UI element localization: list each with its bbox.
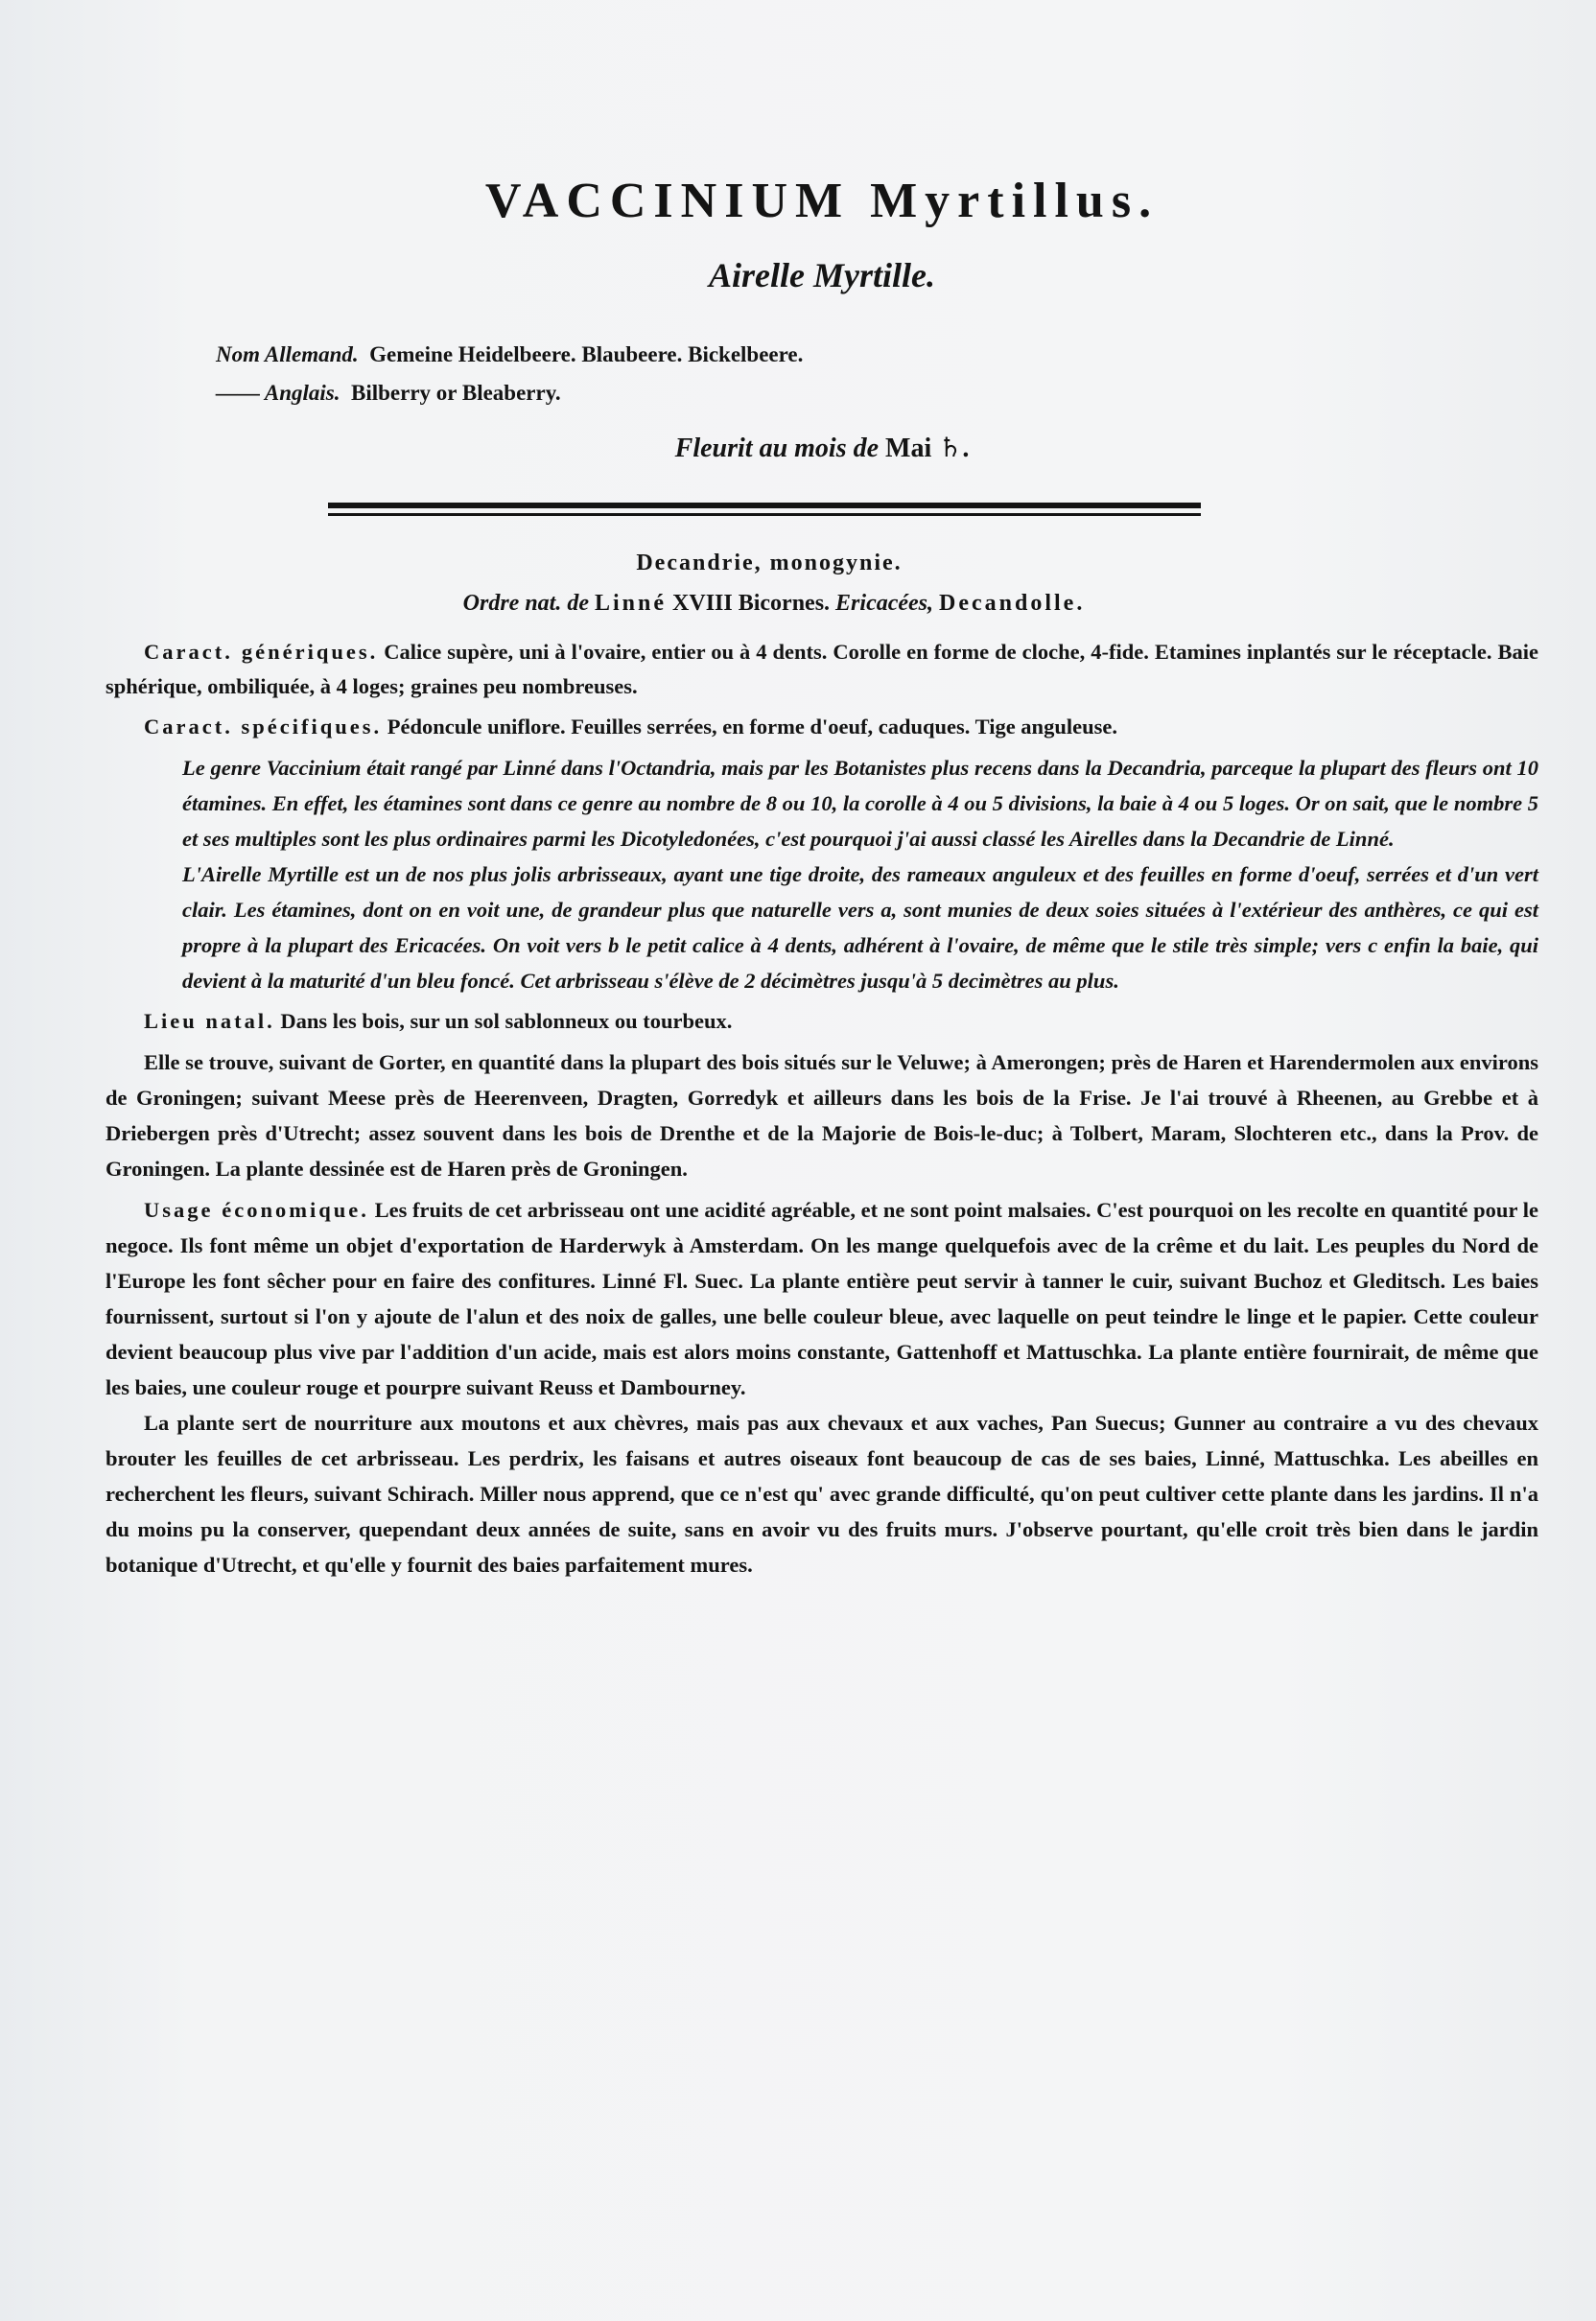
double-rule-divider [328, 503, 1201, 516]
specific-characters-text: Pédoncule uniflore. Feuilles serrées, en forme d'oeuf, caduques. Tige anguleuse. [387, 715, 1117, 738]
flowering-text: Fleurit au mois de [674, 434, 880, 463]
economic-use-label: Usage économique. [144, 1198, 369, 1222]
economic-use-text: Les fruits de cet arbrisseau ont une acidité agréable, et ne sont point malsaies. C'est pourquoi on les recolte en quantité pour le negoce. Ils font même un objet d'exportation de Harderwyk à Amsterdam. On les mange quelquefois avec de la crême et du lait. Les peuples du Nord de l'Europe les font sêcher pour en faire des confitures. Linné Fl. Suec. La plante entière peut servir à tanner le cuir, suivant Buchoz et Gleditsch. Les baies fournissent, surtout si l'on y ajoute de l'alun et des noix de galles, une belle couleur bleue, avec laquelle on peut teindre le linge et le papier. Cette couleur devient beaucoup plus vive par l'addition d'un acide, mais est alors moins constante, Gattenhoff et Mattuschka. La plante entière fournirait, de même que les baies, une couleur rouge et pourpre suivant Reuss et Dambourney. [106, 1198, 1538, 1399]
rule-thick [328, 503, 1201, 508]
ordre-ericacees: Ericacées, [835, 591, 934, 616]
specific-characters-paragraph [106, 710, 1538, 744]
ordre-decandolle: Decandolle. [939, 591, 1086, 616]
specific-characters-label: Caract. spécifiques. [144, 715, 383, 738]
economic-use-paragraph [106, 1192, 1538, 1405]
german-names: Gemeine Heidelbeere. Blaubeere. Bickelbeere. [369, 342, 804, 366]
native-place-text: Dans les bois, sur un sol sablonneux ou tourbeux. [280, 1009, 733, 1033]
english-name-line [216, 374, 1538, 412]
native-place-paragraph [106, 1004, 1538, 1039]
fodder-paragraph: La plante sert de nourriture aux moutons et aux chèvres, mais pas aux chevaux et aux vaches, Pan Suecus; Gunner au contraire a vu des chevaux brouter les feuilles de cet arbrisseau. Les perdrix, les faisans et autres oiseaux font beaucoup de cas de ses baies, Linné, Mattuschka. Les abeilles en recherchent les fleurs, suivant Schirach. Miller nous apprend, que ce n'est qu' avec grande difficulté, qu'on peut cultiver cette plante dans les jardins. Il n'a du moins pu la conserver, quependant deux années de suite, sans en avoir vu des fruits murs. J'observe pourtant, qu'elle croit très bien dans le jardin botanique d'Utrecht, et qu'elle y fournit des baies parfaitement mures. [106, 1411, 1538, 1577]
article-body [106, 635, 1538, 1582]
german-label: Nom Allemand. [216, 342, 359, 366]
native-place-label: Lieu natal. [144, 1009, 275, 1033]
generic-characters-paragraph [106, 635, 1538, 704]
english-names: Bilberry or Bleaberry. [351, 381, 561, 405]
ordre-rest: XVIII Bicornes. [672, 591, 831, 616]
linnaean-classification: Decandrie, monogynie. [636, 551, 903, 575]
natural-order-line [58, 591, 1490, 623]
ordre-linne: Linné [595, 591, 668, 616]
page-title: VACCINIUM Myrtillus. [484, 174, 1160, 228]
common-names [216, 336, 1538, 412]
localities-paragraph: Elle se trouve, suivant de Gorter, en quantité dans la plupart des bois situés sur le Veluwe; à Amerongen; près de Haren et Harendermolen aux environs de Groningen; suivant Meese près de Heerenveen, Dragten, Gorredyk et ailleurs dans les bois de la Frise. Je l'ai trouvé à Rheenen, au Grebbe et à Driebergen près d'Utrecht; assez souvent dans les bois de Drenthe et de la Majorie de Bois-le-duc; à Tolbert, Maram, Slochteren etc., dans la Prov. de Groningen. La plante dessinée est de Haren près de Groningen. [106, 1050, 1538, 1181]
german-name-line [216, 336, 1538, 374]
ordre-prefix: Ordre nat. de [462, 591, 589, 616]
generic-characters-text: Calice supère, uni à l'ovaire, entier ou à 4 dents. Corolle en forme de cloche, 4-fide. Etamines inplantés sur le réceptacle. Baie sphérique, ombiliquée, à 4 loges; graines peu nombreuses. [106, 640, 1538, 698]
rule-thin [328, 513, 1201, 516]
english-label: —— Anglais. [216, 381, 340, 405]
flowering-month: Mai ♄. [885, 434, 970, 463]
flowering-line [106, 432, 1538, 470]
description-paragraph: L'Airelle Myrtille est un de nos plus jolis arbrisseaux, ayant une tige droite, des rameaux anguleux et des feuilles en forme d'oeuf, serrées et d'un vert clair. Les étamines, dont on en voit une, de grandeur plus que naturelle vers a, sont munies de deux soies situées à l'extérieur des anthères, ce qui est propre à la plupart des Ericacées. On voit vers b le petit calice à 4 dents, adhérent à l'ovaire, de même que le stile très simple; vers c enfin la baie, qui devient à la maturité d'un bleu foncé. Cet arbrisseau s'élève de 2 décimètres jusqu'à 5 decimètres au plus. [182, 862, 1538, 993]
generic-characters-label: Caract. génériques. [144, 640, 379, 664]
genus-note-paragraph: Le genre Vaccinium était rangé par Linné dans l'Octandria, mais par les Botanistes plus recens dans la Decandria, parceque la plupart des fleurs ont 10 étamines. En effet, les étamines sont dans ce genre au nombre de 8 ou 10, la corolle à 4 ou 5 divisions, la baie à 4 ou 5 loges. Or on sait, que le nombre 5 et ses multiples sont les plus ordinaires parmi les Dicotyledonées, c'est pourquoi j'ai aussi classé les Airelles dans la Decandrie de Linné. [182, 756, 1538, 851]
page-subtitle: Airelle Myrtille. [709, 256, 935, 294]
